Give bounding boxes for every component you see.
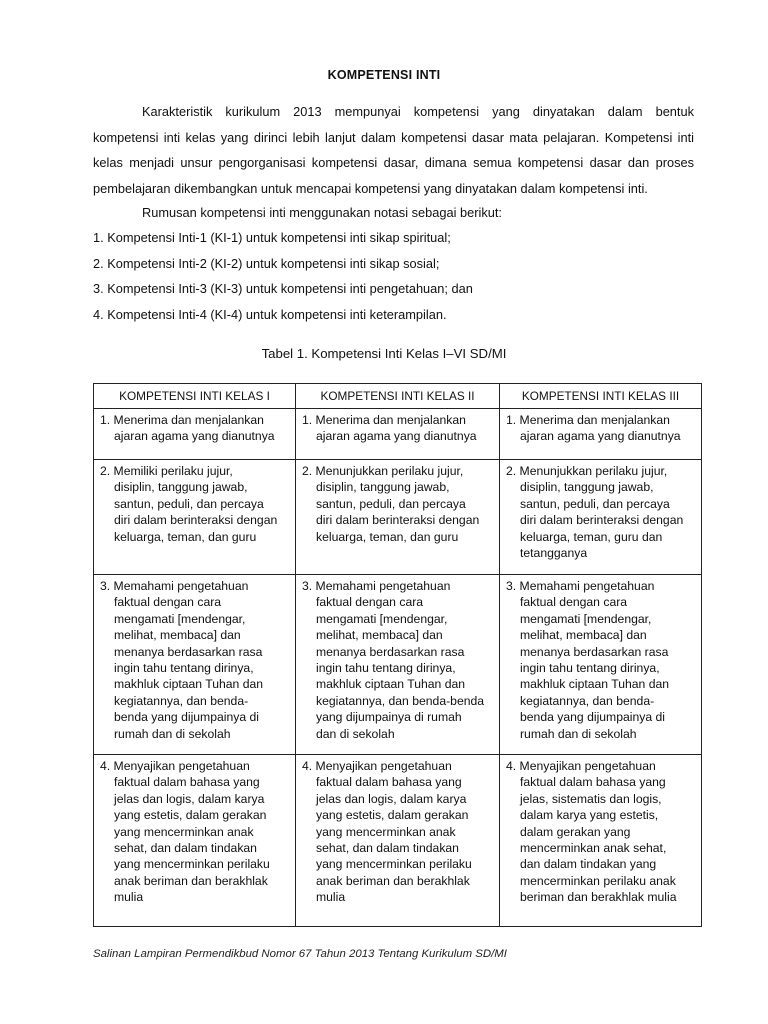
document-title: KOMPETENSI INTI [327, 68, 441, 82]
cell-text: 2. Menunjukkan perilaku jujur, disiplin, tanggung jawab, santun, peduli, dan percaya diri dalam berinteraksi dengan keluarga, teman, dan guru [302, 464, 480, 544]
cell-text: 3. Memahami pengetahuan faktual dengan cara mengamati [mendengar, melihat, membaca] dan menanya berdasarkan rasa ingin tahu tentang dirinya, makhluk ciptaan Tuhan dan kegiatannya, dan benda- benda yang dijumpainya di rumah dan di sekolah [506, 579, 670, 741]
cell-text: 4. Menyajikan pengetahuan faktual dalam bahasa yang jelas dan logis, dalam karya yang estetis, dalam gerakan yang mencerminkan anak sehat, dan dalam tindakan yang mencerminkan perilaku anak beriman dan berakhlak mulia [100, 759, 270, 905]
document-footer: Salinan Lampiran Permendikbud Nomor 67 Tahun 2013 Tentang Kurikulum SD/MI [93, 948, 507, 960]
table-cell [500, 755, 702, 927]
table-row [94, 755, 702, 927]
ki-notation-list [93, 225, 694, 327]
cell-text: 1. Menerima dan menjalankan ajaran agama yang dianutnya [506, 413, 681, 444]
notation-intro: Rumusan kompetensi inti menggunakan notasi sebagai berikut: [142, 205, 502, 220]
list-item: 4. Kompetensi Inti-4 (KI-4) untuk kompetensi inti keterampilan. [93, 306, 447, 322]
table-header-row [94, 384, 702, 409]
table-row [94, 460, 702, 575]
intro-line-2: kompetensi inti kelas yang dirinci lebih lanjut dalam kompetensi dasar mata pelajaran. Kompetensi inti [93, 129, 694, 145]
cell-text: 4. Menyajikan pengetahuan faktual dalam bahasa yang jelas dan logis, dalam karya yang estetis, dalam gerakan yang mencerminkan anak sehat, dan dalam tindakan yang mencerminkan perilaku anak beriman dan berakhlak mulia [302, 759, 472, 905]
table-cell [296, 460, 500, 575]
intro-line-4: pembelajaran dikembangkan untuk mencapai kompetensi yang dinyatakan dalam kompetensi inti. [93, 180, 648, 196]
notation-paragraph [93, 200, 694, 226]
column-header-kelas-3: KOMPETENSI INTI KELAS III [500, 384, 702, 409]
cell-text: 2. Menunjukkan perilaku jujur, disiplin, tanggung jawab, santun, peduli, dan percaya diri dalam berinteraksi dengan keluarga, teman, guru dan tetangganya [506, 464, 684, 561]
table-cell [94, 575, 296, 755]
list-item: 3. Kompetensi Inti-3 (KI-3) untuk kompetensi inti pengetahuan; dan [93, 281, 473, 296]
table-cell [296, 755, 500, 927]
competency-table [93, 383, 702, 927]
list-item: 2. Kompetensi Inti-2 (KI-2) untuk kompetensi inti sikap sosial; [93, 255, 440, 271]
cell-text: 3. Memahami pengetahuan faktual dengan cara mengamati [mendengar, melihat, membaca] dan menanya berdasarkan rasa ingin tahu tentang dirinya, makhluk ciptaan Tuhan dan kegiatannya, dan benda-benda yang dijumpainya di rumah dan di sekolah [302, 579, 485, 741]
cell-text: 4. Menyajikan pengetahuan faktual dalam bahasa yang jelas, sistematis dan logis, dalam karya yang estetis, dalam gerakan yang mencerminkan anak sehat, dan dalam tindakan yang mencerminkan perilaku anak beriman dan berakhlak mulia [506, 759, 677, 905]
table-cell [94, 409, 296, 460]
table-cell [500, 575, 702, 755]
table-cell [296, 409, 500, 460]
cell-text: 1. Menerima dan menjalankan ajaran agama yang dianutnya [100, 413, 275, 444]
cell-text: 1. Menerima dan menjalankan ajaran agama yang dianutnya [302, 413, 477, 444]
table-cell [296, 575, 500, 755]
cell-text: 3. Memahami pengetahuan faktual dengan cara mengamati [mendengar, melihat, membaca] dan menanya berdasarkan rasa ingin tahu tentang dirinya, makhluk ciptaan Tuhan dan kegiatannya, dan benda- benda yang dijumpainya di rumah dan di sekolah [100, 579, 264, 741]
column-header-kelas-2: KOMPETENSI INTI KELAS II [296, 384, 500, 409]
table-cell [94, 460, 296, 575]
cell-text: 2. Memiliki perilaku jujur, disiplin, tanggung jawab, santun, peduli, dan percaya diri dalam berinteraksi dengan keluarga, teman, dan guru [100, 464, 278, 544]
intro-line-3: kelas menjadi unsur pengorganisasi kompetensi dasar, dimana semua kompetensi dasar dan proses [93, 155, 694, 170]
table-cell [500, 460, 702, 575]
table-row [94, 409, 702, 460]
column-header-kelas-1: KOMPETENSI INTI KELAS I [94, 384, 296, 409]
intro-line-1: Karakteristik kurikulum 2013 mempunyai kompetensi yang dinyatakan dalam bentuk [142, 104, 694, 119]
table-cell [500, 409, 702, 460]
list-item: 1. Kompetensi Inti-1 (KI-1) untuk kompetensi inti sikap spiritual; [93, 230, 451, 245]
table-cell [94, 755, 296, 927]
table-caption: Tabel 1. Kompetensi Inti Kelas I–VI SD/MI [261, 346, 507, 361]
table-row [94, 575, 702, 755]
intro-paragraph [93, 99, 694, 201]
